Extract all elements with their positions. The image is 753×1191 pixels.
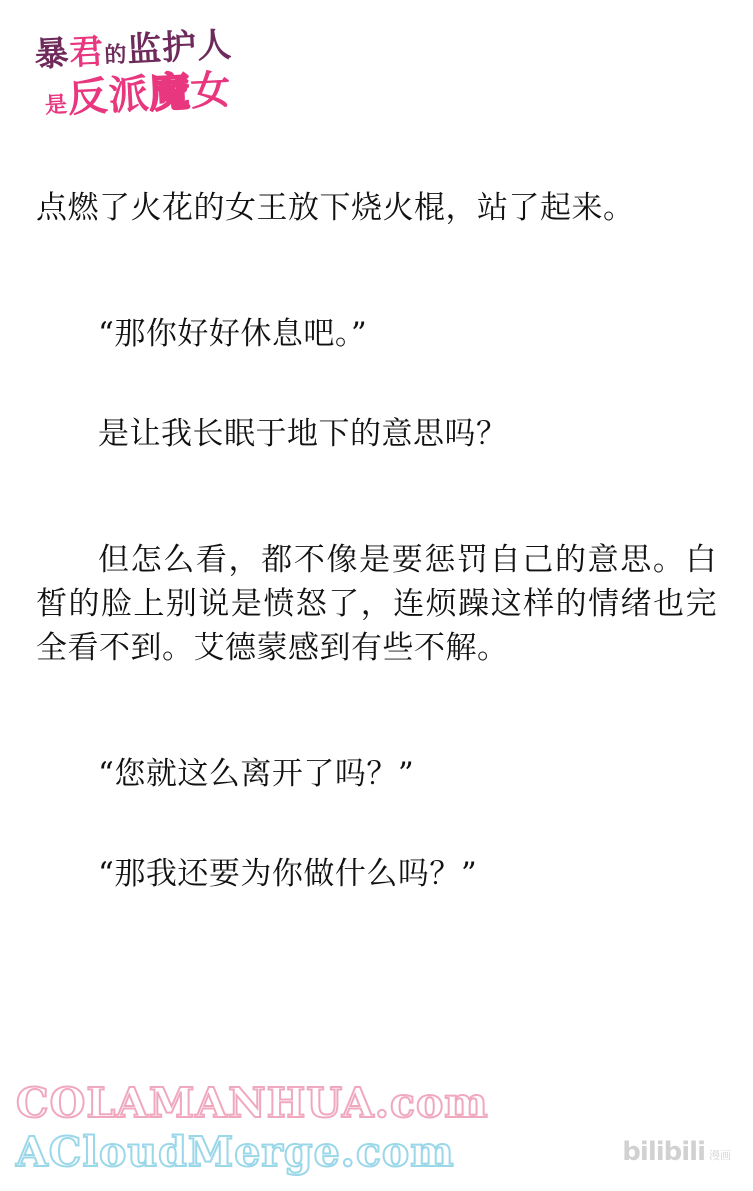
bilibili-wordmark: bilibili — [622, 1137, 705, 1167]
series-title-logo — [27, 22, 282, 145]
logo-char-jun: 君 — [68, 31, 106, 74]
site-watermark — [16, 1079, 489, 1176]
logo-char-jian: 监 — [126, 28, 164, 71]
series-title-line-1 — [33, 24, 234, 76]
logo-char-de: 的 — [103, 41, 129, 69]
logo-char-fan: 反 — [66, 72, 110, 122]
logo-char-ren: 人 — [196, 24, 234, 67]
paragraph-2: “那你好好休息吧。” — [98, 316, 368, 353]
bilibili-manga-label: 漫画 — [709, 1149, 731, 1162]
logo-char-mo: 魔 — [148, 68, 192, 118]
paragraph-3: 是让我长眠于地下的意思吗？ — [98, 416, 508, 453]
paragraph-1: 点燃了火花的女王放下烧火棍，站了起来。 — [36, 190, 635, 226]
logo-char-shi: 是 — [44, 91, 69, 119]
paragraph-5: “您就这么离开了吗？” — [98, 756, 415, 793]
paragraph-4: 但怎么看，都不像是要惩罚自己的意思。白皙的脸上别说是愤怒了，连烦躁这样的情绪也完全看不到。艾德蒙感到有些不解。 — [36, 542, 717, 667]
logo-char-nv: 女 — [189, 66, 233, 116]
logo-char-pai: 派 — [107, 70, 151, 120]
paragraph-6: “那我还要为你做什么吗？” — [98, 856, 478, 893]
logo-char-bao: 暴 — [33, 33, 71, 76]
logo-char-hu: 护 — [161, 26, 199, 69]
page-text-content — [0, 186, 753, 942]
watermark-line-2: ACloudMerge.com — [16, 1128, 455, 1176]
series-title-line-2 — [44, 66, 233, 122]
bilibili-manga-logo — [622, 1137, 731, 1167]
watermark-line-1: COLAMANHUA.com — [16, 1079, 489, 1127]
